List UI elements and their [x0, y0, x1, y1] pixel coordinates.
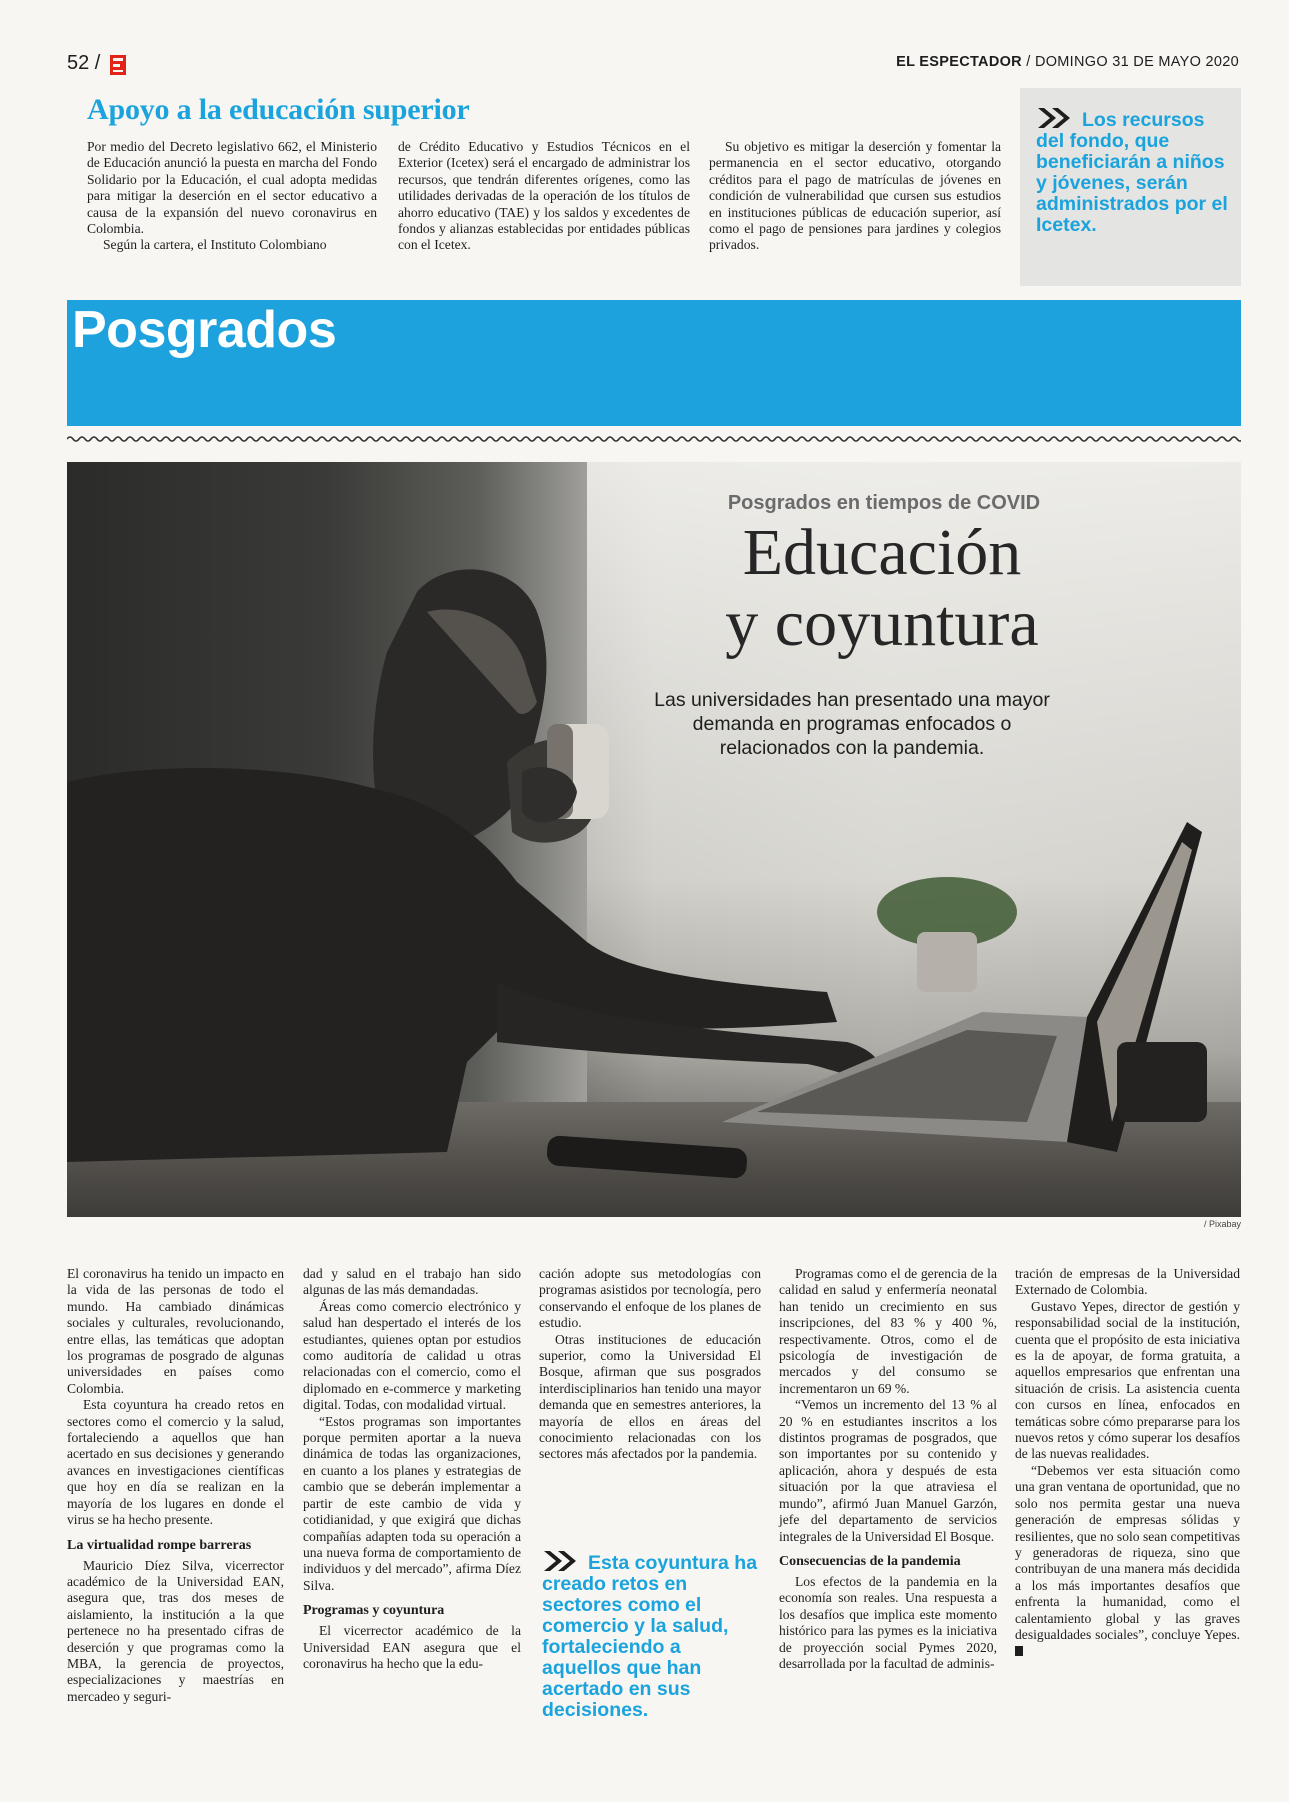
- espectador-logo-icon: [110, 55, 126, 75]
- masthead: EL ESPECTADOR: [896, 54, 1022, 70]
- paragraph: Su objetivo es mitigar la deserción y fomentar la permanencia en el sector educativo, otorgando créditos para el pago de matrículas de jóvenes en condición de vulnerabilidad que cursen sus estudios en instituciones públicas de educación superior, así como el pago de pensiones para jardines y colegios privados.: [709, 139, 1001, 253]
- article-pull-quote: [542, 1549, 764, 1721]
- paragraph: Por medio del Decreto legislativo 662, el Ministerio de Educación anunció la puesta en marcha del Fondo Solidario por la Educación, el cual adopta medidas para mitigar la deserción en el sector educativo a causa de la expansión del nuevo coronavirus en Colombia.: [87, 139, 377, 237]
- section-banner: [67, 300, 1241, 426]
- double-chevron-icon: [542, 1549, 582, 1573]
- article-col4: [779, 1266, 997, 1672]
- feature-headline-line2: y coyuntura: [725, 587, 1039, 660]
- section-title: Posgrados: [72, 301, 337, 359]
- subhead: Programas y coyuntura: [303, 1603, 445, 1619]
- sidebar-pull-quote: [1020, 88, 1241, 286]
- paragraph: “Estos programas son importantes porque permiten aportar a la nueva dinámica de todas las organizaciones, en cuanto a los planes y estrategias de cambio que se deberán implementar a partir de este cambio de vida y cotidianidad, y que exigirá que dichas compañías adapten toda su operación a una nueva forma de comportamiento de individuos y del mercado”, afirma Díez Silva.: [303, 1413, 521, 1593]
- feature-headline-line1: Educación: [742, 516, 1022, 589]
- feature-dek: Las universidades han presentado una mayor demanda en programas enfocados o relacionados con la pandemia.: [654, 689, 1050, 759]
- paragraph: Áreas como comercio electrónico y salud han despertado el interés de los estudiantes, quienes optan por estudios como auditoría de calidad u otras relacionadas con el comercio, como el diplomado en e-commerce y marketing digital. Todas, con modalidad virtual.: [303, 1298, 521, 1413]
- paragraph: Mauricio Díez Silva, vicerrector académico de la Universidad EAN, asegura que, tras dos meses de aislamiento, la institución a la que pertenece no ha presentado cifras de deserción y que programas como la MBA, la gerencia de proyectos, especializaciones y maestrías en mercadeo y seguri-: [67, 1557, 284, 1704]
- article-col1: [67, 1266, 284, 1705]
- paragraph: Según la cartera, el Instituto Colombiano: [103, 237, 327, 253]
- paragraph: Los efectos de la pandemia en la economía son reales. Una respuesta a los desafíos que implica este momento histórico para las pymes es la iniciativa de proyección social Pymes 2020, desarrollada por la facultad de adminis-: [779, 1573, 997, 1671]
- double-chevron-icon: [1036, 106, 1076, 130]
- paragraph: de Crédito Educativo y Estudios Técnicos en el Exterior (Icetex) será el encargado de administrar los recursos, que tendrán diferentes orígenes, como las utilidades derivadas de la operación de los títulos de ahorro educativo (TAE) y los saldos y excedentes de fondos y alianzas establecidas por entidades públicas con el Icetex.: [398, 139, 690, 253]
- wavy-divider: [67, 434, 1241, 444]
- top-story-headline: Apoyo a la educación superior: [87, 93, 470, 126]
- paragraph: Programas como el de gerencia de la calidad en salud y enfermería neonatal han tenido un crecimiento en sus inscripciones, del 83 % y 400 %, respectivamente. Otros, como el de psicología de investigación de mercados y del consumo se incrementaron un 69 %.: [779, 1266, 997, 1396]
- feature-photo: [67, 462, 1241, 1217]
- page-number: 52 /: [67, 52, 101, 74]
- pull-quote-text: Esta coyuntura ha creado retos en sectores como el comercio y la salud, fortaleciendo a aquellos que han acertado en sus decisiones.: [542, 1552, 758, 1721]
- pull-quote-text: Los recursos del fondo, que beneficiarán a niños y jóvenes, serán administrados por el Icetex.: [1036, 109, 1228, 236]
- feature-kicker: Posgrados en tiempos de COVID: [727, 492, 1041, 514]
- top-story-col2: [398, 139, 690, 254]
- paragraph: [1015, 1463, 1240, 1660]
- paragraph: “Vemos un incremento del 13 % al 20 % en estudiantes inscritos a los distintos programas de posgrados, que son importantes por su contenido y aplicación, ahora y después de esta situación por la que atraviesa el mundo”, afirmó Juan Manuel Garzón, jefe del departamento de servicios integrales de la Universidad El Bosque.: [779, 1397, 997, 1544]
- subhead: La virtualidad rompe barreras: [67, 1537, 252, 1553]
- article-col3: [539, 1266, 761, 1463]
- top-story-col1: [87, 139, 377, 254]
- paragraph: El coronavirus ha tenido un impacto en la vida de las personas de todo el mundo. Ha cambiado dinámicas sociales y culturales, revolucionando, entre ellas, las temáticas que adoptan los programas de posgrado de algunas universidades en países como Colombia.: [67, 1266, 284, 1396]
- paragraph: cación adopte sus metodologías con programas asistidos por tecnología, pero conservando el enfoque de los planes de estudio.: [539, 1266, 761, 1331]
- end-mark-icon: [1015, 1646, 1023, 1656]
- page-header: [67, 52, 1239, 78]
- paragraph: Otras instituciones de educación superior, como la Universidad El Bosque, afirman que sus posgrados interdisciplinarios han tenido una mayor demanda que en semestres anteriores, la mayoría de ellos en áreas del conocimiento relacionadas con los sectores más afectados por la pandemia.: [539, 1331, 761, 1462]
- article-col2: [303, 1266, 521, 1672]
- paragraph: Esta coyuntura ha creado retos en sectores como el comercio y la salud, fortaleciendo a aquellos que han acertado en sus decisiones y generando avances en investigaciones científicas que hoy en día se realizan en la mayoría de los lugares en donde el virus se ha hecho presente.: [67, 1397, 284, 1528]
- top-story-col3: [709, 139, 1001, 254]
- paragraph: dad y salud en el trabajo han sido algunas de las más demandadas.: [303, 1266, 521, 1298]
- paragraph: Gustavo Yepes, director de gestión y responsabilidad social de la institución, cuenta que el propósito de esta iniciativa es la de apoyar, de forma gratuita, a aquellos empresarios que enfrentan una situación de crisis. La asistencia cuenta con cursos en línea, enfocados en temáticas sobre cómo prepararse para los nuevos retos y cómo superar los desafíos de las nuevas realidades.: [1015, 1298, 1240, 1462]
- issue-date: / DOMINGO 31 DE MAYO 2020: [1026, 54, 1239, 70]
- subhead: Consecuencias de la pandemia: [779, 1553, 961, 1569]
- paragraph: El vicerrector académico de la Universidad EAN asegura que el coronavirus ha hecho que la edu-: [303, 1623, 521, 1671]
- article-col5: [1015, 1266, 1240, 1660]
- photo-credit: / Pixabay: [1203, 1219, 1241, 1229]
- closing-quote: “Debemos ver esta situación como una gran ventana de oportunidad, que no solo nos permita gestar una nueva generación de empresas sólidas y resilientes, que no solo sean competitivas y generadoras de riqueza, sino que contribuyan de una manera más decidida a los más importantes desafíos que enfrenta la humanidad, como el calentamiento global y las graves desigualdades sociales”, concluye Yepes.: [1015, 1462, 1241, 1642]
- paragraph: tración de empresas de la Universidad Externado de Colombia.: [1015, 1266, 1240, 1298]
